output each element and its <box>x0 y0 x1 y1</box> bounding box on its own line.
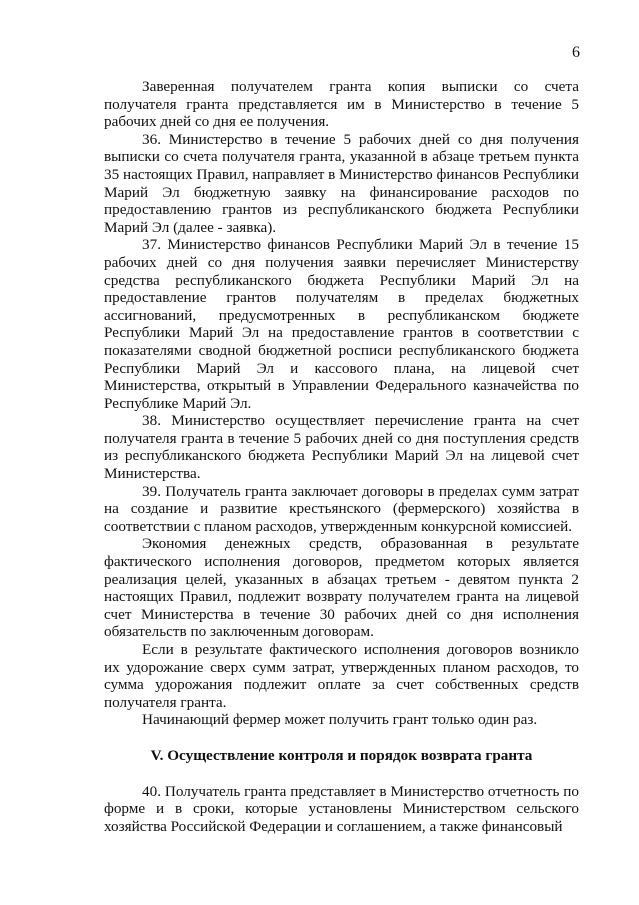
paragraph-40: 40. Получатель гранта представляет в Министерство отчетность по форме и в сроки, которые установлены Министерством сельского хозяйства Российской Федерации и соглашением, а также финансовый <box>104 782 579 835</box>
paragraph-38: 38. Министерство осуществляет перечисление гранта на счет получателя гранта в течение 5 рабочих дней со дня поступления средств из республиканского бюджета Республики Марий Эл на лицевой счет Министерства. <box>104 412 579 483</box>
document-body <box>104 78 579 835</box>
paragraph-cost-increase: Если в результате фактического исполнения договоров возникло их удорожание сверх сумм затрат, утвержденных планом расходов, то сумма удорожания подлежит оплате за счет собственных средств получателя гранта. <box>104 641 579 711</box>
page-number: 6 <box>572 44 580 61</box>
section-heading: V. Осуществление контроля и порядок возврата гранта <box>150 746 533 764</box>
paragraph-savings: Экономия денежных средств, образованная в результате фактического исполнения договоров, предметом которых является реализация целей, указанных в абзацах третьем - девятом пункта 2 настоящих Правил, подлежит возврату получателем гранта на лицевой счет Министерства в течение 30 рабочих дней со дня исполнения обязательств по заключенным договорам. <box>104 535 579 641</box>
paragraph-copy-of-statement: Заверенная получателем гранта копия выписки со счета получателя гранта представляется им в Министерство в течение 5 рабочих дней со дня ее получения. <box>104 78 579 131</box>
paragraph-37: 37. Министерство финансов Республики Марий Эл в течение 15 рабочих дней со дня получения заявки перечисляет Министерству средства республиканского бюджета Республики Марий Эл на предоставление грантов получателям в пределах бюджетных ассигнований, предусмотренных в республиканском бюджете Республики Марий Эл на предоставление грантов в соответствии с показателями сводной бюджетной росписи республиканского бюджета Республики Марий Эл и кассового плана, на лицевой счет Министерства, открытый в Управлении Федерального казначейства по Республике Марий Эл. <box>104 236 579 412</box>
paragraph-39: 39. Получатель гранта заключает договоры в пределах сумм затрат на создание и развитие крестьянского (фермерского) хозяйства в соответствии с планом расходов, утвержденным конкурсной комиссией. <box>104 482 579 535</box>
paragraph-36: 36. Министерство в течение 5 рабочих дней со дня получения выписки со счета получателя гранта, указанной в абзаце третьем пункта 35 настоящих Правил, направляет в Министерство финансов Республики Марий Эл бюджетную заявку на финансирование расходов по предоставлению грантов из республиканского бюджета Республики Марий Эл (далее - заявка). <box>104 130 580 236</box>
paragraph-grant-once: Начинающий фермер может получить грант только один раз. <box>142 711 538 729</box>
